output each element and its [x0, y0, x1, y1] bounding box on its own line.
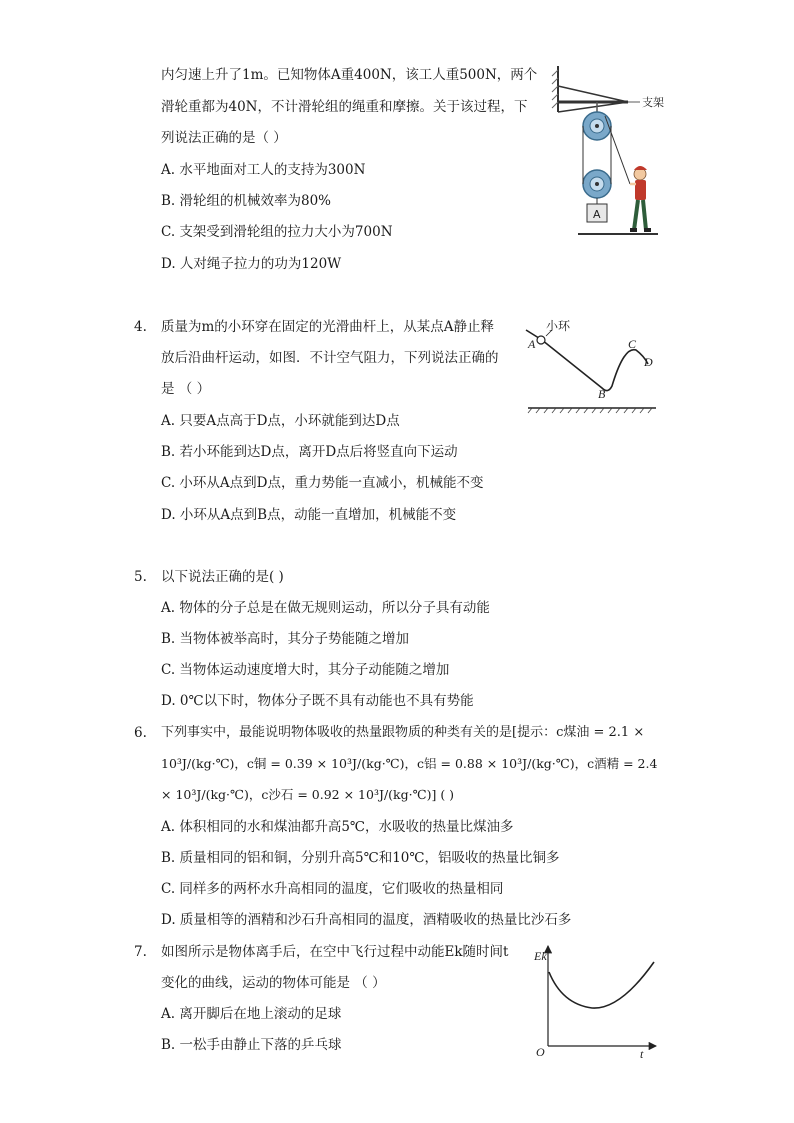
q6-stem-line-3: × 10³J/(kg·℃)，c沙石 = 0.92 × 10³J/(kg·℃)] ( ) — [161, 787, 455, 802]
q5-number: 5. — [134, 569, 147, 585]
q5-option-a[interactable]: A. 物体的分子总是在做无规则运动，所以分子具有动能 — [161, 600, 490, 616]
q5-option-c[interactable]: C. 当物体运动速度增大时，其分子动能随之增加 — [161, 662, 450, 678]
q4-option-b[interactable]: B. 若小环能到达D点，离开D点后将竖直向下运动 — [161, 444, 458, 460]
q6-option-a[interactable]: A. 体积相同的水和煤油都升高5℃，水吸收的热量比煤油多 — [161, 819, 514, 835]
ek-time-graph — [532, 942, 660, 1060]
block-label: A — [593, 208, 601, 221]
q6-option-b[interactable]: B. 质量相同的铝和铜，分别升高5℃和10℃，铝吸收的热量比铜多 — [161, 850, 560, 866]
q7-stem-line-1: 如图所示是物体离手后，在空中飞行过程中动能Ek随时间t — [161, 944, 509, 960]
q3-stem-line-1: 内匀速上升了1m。已知物体A重400N，该工人重500N，两个 — [161, 67, 538, 83]
q6-option-d[interactable]: D. 质量相等的酒精和沙石升高相同的温度，酒精吸收的热量比沙石多 — [161, 912, 572, 928]
x-axis-label: t — [640, 1047, 644, 1061]
q7-option-a[interactable]: A. 离开脚后在地上滚动的足球 — [161, 1006, 342, 1022]
q4-stem-line-3: 是 （ ） — [161, 381, 211, 397]
q5-stem: 以下说法正确的是( ) — [161, 569, 284, 585]
ring — [537, 336, 545, 344]
ring-label: 小环 — [546, 319, 571, 333]
q4-option-a[interactable]: A. 只要A点高于D点，小环就能到达D点 — [161, 413, 400, 429]
worker-figure — [630, 166, 651, 232]
bracket-label: 支架 — [642, 96, 664, 109]
q5-option-b[interactable]: B. 当物体被举高时，其分子势能随之增加 — [161, 631, 410, 647]
q6-option-c[interactable]: C. 同样多的两杯水升高相同的温度，它们吸收的热量相同 — [161, 881, 504, 897]
ek-curve — [549, 962, 654, 1008]
q4-stem-line-1: 质量为m的小环穿在固定的光滑曲杆上，从某点A静止释 — [161, 319, 495, 335]
q3-option-a[interactable]: A. 水平地面对工人的支持为300N — [161, 162, 366, 178]
q6-stem-line-1: 下列事实中，最能说明物体吸收的热量跟物质的种类有关的是[提示：c煤油 = 2.1 × — [161, 725, 645, 740]
q4-option-c[interactable]: C. 小环从A点到D点，重力势能一直减小，机械能不变 — [161, 475, 484, 491]
q3-option-d[interactable]: D. 人对绳子拉力的功为120W — [161, 256, 342, 272]
origin-label: O — [536, 1045, 545, 1059]
q4-stem-line-2: 放后沿曲杆运动，如图．不计空气阻力，下列说法正确的 — [161, 350, 499, 366]
q3-stem-line-3: 列说法正确的是（ ） — [161, 130, 287, 146]
q4-number: 4. — [134, 319, 147, 335]
q3-option-b[interactable]: B. 滑轮组的机械效率为80% — [161, 193, 332, 209]
q7-option-b[interactable]: B. 一松手由静止下落的乒乓球 — [161, 1037, 342, 1053]
q3-stem-line-2: 滑轮重都为40N，不计滑轮组的绳重和摩擦。关于该过程，下 — [161, 99, 528, 115]
point-c-label: C — [628, 337, 637, 351]
q7-stem-line-2: 变化的曲线，运动的物体可能是 （ ） — [161, 975, 386, 991]
q5-option-d[interactable]: D. 0℃以下时，物体分子既不具有动能也不具有势能 — [161, 693, 474, 709]
y-axis-label: Ek — [534, 949, 547, 963]
point-d-label: D — [644, 355, 653, 369]
q3-option-c[interactable]: C. 支架受到滑轮组的拉力大小为700N — [161, 224, 393, 240]
q6-stem-line-2: 10³J/(kg·℃)，c铜 = 0.39 × 10³J/(kg·℃)，c铝 = 0.88 × 10³J/(kg·℃)，c酒精 = 2.4 — [161, 756, 658, 771]
curved-rod-figure — [524, 316, 660, 414]
q6-number: 6. — [134, 725, 147, 741]
point-b-label: B — [598, 387, 606, 401]
point-a-label: A — [528, 337, 536, 351]
q4-option-d[interactable]: D. 小环从A点到B点，动能一直增加，机械能不变 — [161, 507, 457, 523]
pulley-figure — [550, 62, 664, 242]
q7-number: 7. — [134, 944, 147, 960]
